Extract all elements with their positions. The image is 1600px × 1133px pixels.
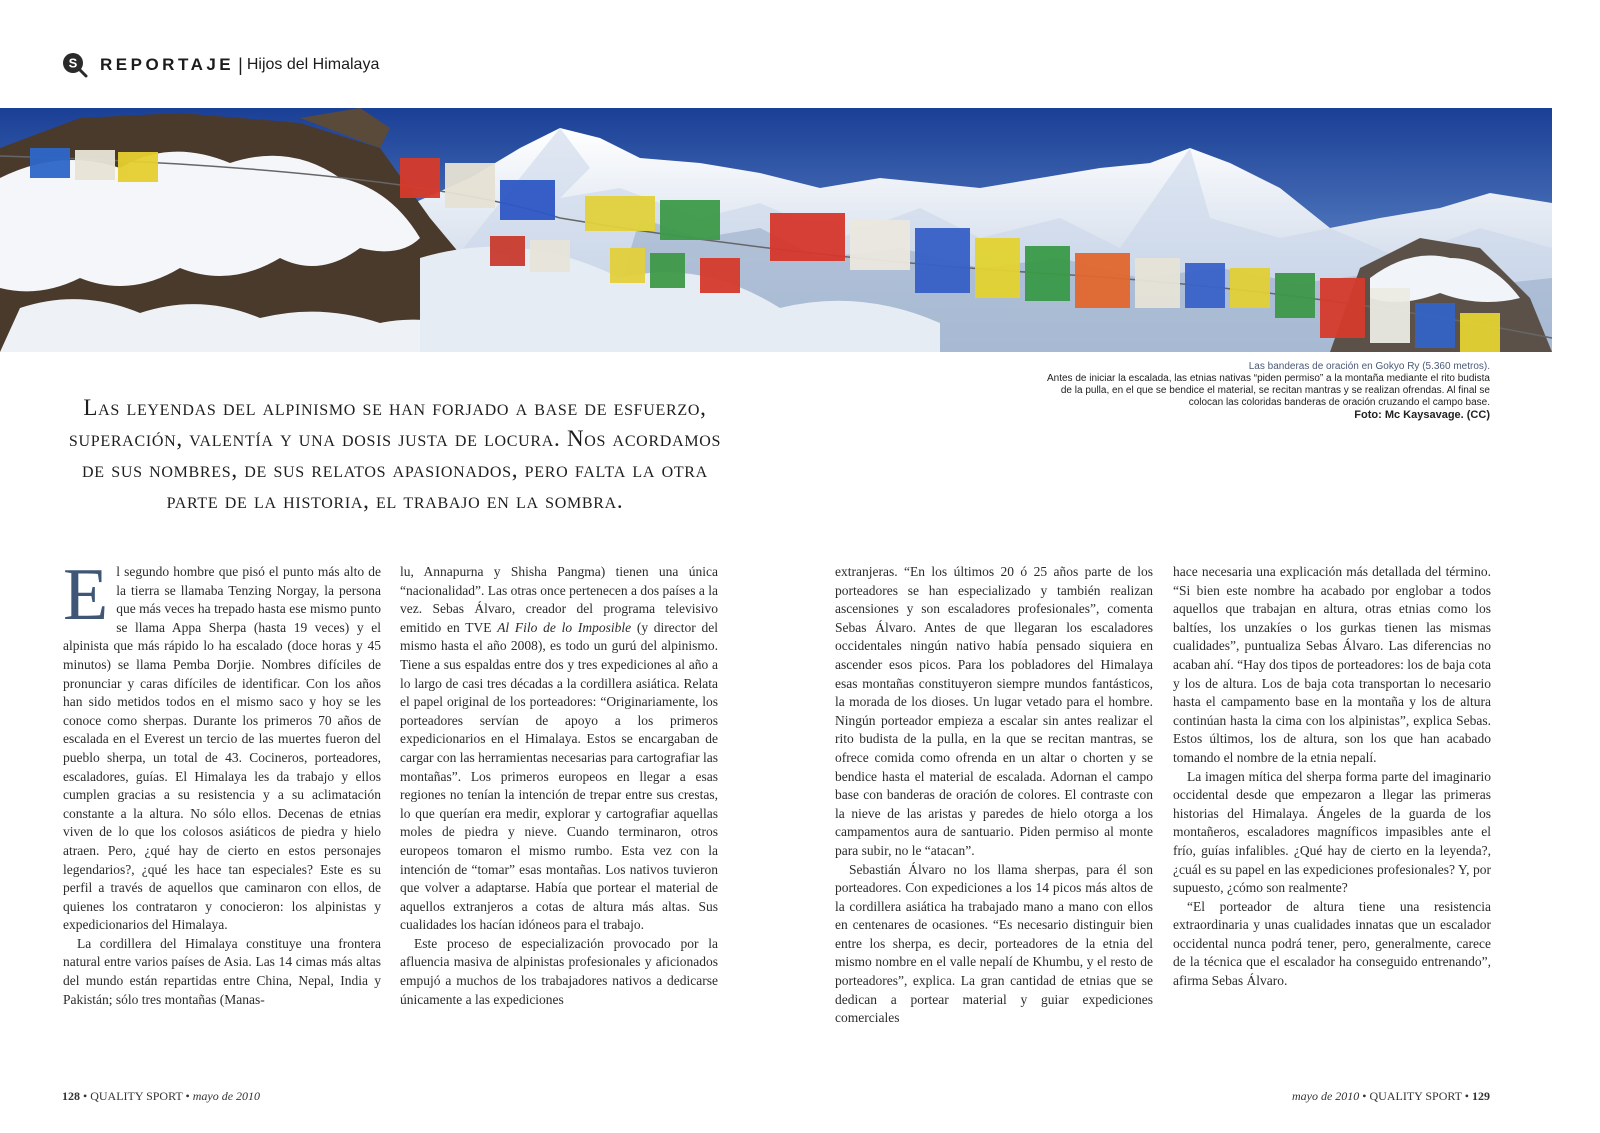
paragraph: hace necesaria una explicación más detallada del término. “Si bien este nombre ha acabado por englobar a todos aquellos que trabajan en altura, otras etnias como los baltíes, los unzakíes o los gurkas tienen las mismas cualidades”, puntualiza Sebas Álvaro. Las diferencias no acaban ahí. “Hay dos tipos de porteadores: los de baja cota y los de altura. Los de baja cota transportan lo necesario hasta el campamento base en la montaña y los de altura continúan hasta la cima con los alpinistas”, explica Sebas. Estos últimos, los de altura, son los que han acabado tomando el nombre de la etnia nepalí. [1173,564,1491,765]
mountain-prayer-flags-icon [0,108,1552,352]
paragraph: “El porteador de altura tiene una resistencia extraordinaria y unas cualidades innatas que un escalador occidental nunca podrá tener, pero, generalmente, carece de la técnica que el escalador ha conseguido entrenando”, afirma Sebas Álvaro. [1173,898,1491,989]
article-column-3 [835,563,1153,1043]
page-number: 129 [1472,1089,1490,1103]
photo-caption [950,361,1490,421]
paragraph: Este proceso de especialización provocado por la afluencia masiva de alpinistas profesionales y aficionados empujó a muchos de los trabajadores nativos a dedicarse únicamente a las expediciones [400,935,718,1007]
footer-right [1292,1089,1490,1104]
footer-bullet: • [83,1089,88,1103]
issue-date: mayo de 2010 [1291,1089,1360,1103]
program-title: Al Filo de lo Imposible [497,619,632,635]
footer-bullet: • [1464,1089,1469,1103]
footer-left [62,1089,260,1104]
paragraph: La cordillera del Himalaya constituye una frontera natural entre varios países de Asia. Las 14 cimas más altas del mundo están repartidas entre China, Nepal, India y Pakistán; sólo tres montañas (Manas- [63,935,381,1007]
logo-letter: S [68,55,78,71]
issue-date: mayo de 2010 [192,1089,261,1103]
article-column-1 [63,563,381,1043]
hero-photo [0,108,1552,352]
caption-line: Antes de iniciar la escalada, las etnias nativas “piden permiso” a la montaña mediante el rito budista [1046,373,1490,384]
article-column-4 [1173,563,1491,1043]
drop-cap: E [63,563,109,636]
page-header [62,50,379,80]
photo-credit: Foto: Mc Kaysavage. (CC) [1354,409,1490,421]
caption-line: de la pulla, en el que se bendice el material, se recitan mantras y se realizan ofrendas. Al final se [1060,385,1490,396]
lead-paragraph: Las leyendas del alpinismo se han forjado a base de esfuerzo, superación, valentía y una dosis justa de locura. Nos acordamos de sus nombres, de sus relatos apasionados, pero falta la otra parte de la historia, el trabajo en la sombra. [68,395,722,513]
paragraph: La imagen mítica del sherpa forma parte del imaginario occidental desde que empezaron a llegar las primeras historias del Himalaya. Ángeles de la guarda de los montañeros, escaladores magníficos impasibles ante el frío, guías infalibles. ¿Qué hay de cierto en la leyenda?, ¿cuál es su papel en las expediciones profesionales? Y, por supuesto, ¿cómo son realmente? [1173,768,1491,896]
paragraph: El segundo hombre que pisó el punto más alto de la tierra se llamaba Tenzing Norgay, la persona que más veces ha trepado hasta ese mismo punto se llama Appa Sherpa (hasta 19 veces) y el alpinista que más rápido lo ha escalado (doce horas y 45 minutos) se llama Pemba Dorjie. Nombres difíciles de pronunciar y caras difíciles de identificar. Con los años han sido metidos todos en el mismo saco y hoy se les conoce como sherpas. Durante los primeros 70 años de escalada en el Everest un tercio de las muertes fueron del pueblo sherpa, un total de 43. Cocineros, porteadores, escaladores, guías. El Himalaya les da trabajo y ellos cumplen gracias a su resistencia y a su aclimatación constante a la altura. No sólo ellos. Decenas de etnias viven de lo que los colosos asiáticos de piedra y hielo atraen. Pero, ¿qué hay de cierto en estos personajes legendarios?, ¿qué les hace tan especiales? Este es su perfil a través de aquellos que caminaron con ellos, de quienes los contrataron y conocieron: los alpinistas y expedicionarios del Himalaya. [63,563,381,933]
paragraph: Sebastián Álvaro no los llama sherpas, para él son porteadores. Con expediciones a los 14 picos más altos de la cordillera asiática ha trabajado mano a mano con ellos en centenares de ocasiones. “Es necesario distinguir bien entre los sherpa, es decir, porteadores de la etnia del mismo nombre en el valle nepalí de Khumbu, y el resto de porteadores”, explica. La gran cantidad de etnias que se dedican a portear material y guiar expediciones comerciales [835,861,1153,1026]
footer-bullet: • [1362,1089,1367,1103]
magazine-name: QUALITY SPORT [1369,1089,1462,1103]
article-title: Hijos del Himalaya [246,56,380,73]
magazine-name: QUALITY SPORT [90,1089,183,1103]
magazine-logo-icon [62,52,88,78]
paragraph: extranjeras. “En los últimos 20 ó 25 años parte de los porteadores se han especializado y también realizan ascensiones y son escaladores profesionales”, comenta Sebas Álvaro. Antes de que llegaran los escaladores occidentales ningún nativo había pensado siquiera en ascender esos picos. Para los pobladores del Himalaya esas montañas constituyeron siempre mundos fantásticos, la morada de los dioses. Un lugar vetado para el hombre. Ningún porteador empieza a escalar sin antes realizar el rito budista de la pulla, en la que se recitan mantras, se ofrece comida como ofrenda en un altar o chorten y se bendice hasta el material de escalada. Adornan el campo base con banderas de oración de colores. El contraste con la nieve de las aristas y paredes de hielo otorga a los campamentos aura de santuario. Piden permiso al monte para subir, no le “atacan”. [835,564,1153,858]
caption-line: colocan las coloridas banderas de oración cruzando el campo base. [1188,397,1490,408]
page-number: 128 [62,1089,80,1103]
paragraph: lu, Annapurna y Shisha Pangma) tienen una única “nacionalidad”. Las otras once pertenecen a dos países a la vez. Sebas Álvaro, creador del programa televisivo emitido en TVE Al Filo de lo Imposible (y director del mismo hasta el año 2008), es todo un gurú del alpinismo. Tiene a sus espaldas entre dos y tres expediciones al año a lo largo de casi tres décadas a la cordillera asiática. Relata el papel original de los porteadores: “Originariamente, los porteadores servían de apoyo a los primeros expedicionarios en el Himalaya. Estos se encargaban de cargar con las herramientas necesarias para cartografiar las montañas”. Los primeros europeos en llegar a esas regiones no tenían la intención de trepar entre sus crestas, lo que querían era medir, explorar y cartografiar aquellas moles de piedra y nieve. Cuando terminaron, otros europeos tomaron el mismo rumbo. Esta vez con la intención de “tomar” esas montañas. Los nativos tuvieron que volver a adaptarse. Había que portear el material de aquellos extranjeros a cotas de altura más altas. Sus cualidades los hacían idóneos para el trabajo. [400,564,718,933]
footer-bullet: • [185,1089,190,1103]
section-label: REPORTAJE [100,55,235,74]
header-separator: | [238,54,243,75]
article-column-2 [400,563,718,1043]
caption-title: Las banderas de oración en Gokyo Ry (5.360 metros). [1248,361,1490,372]
